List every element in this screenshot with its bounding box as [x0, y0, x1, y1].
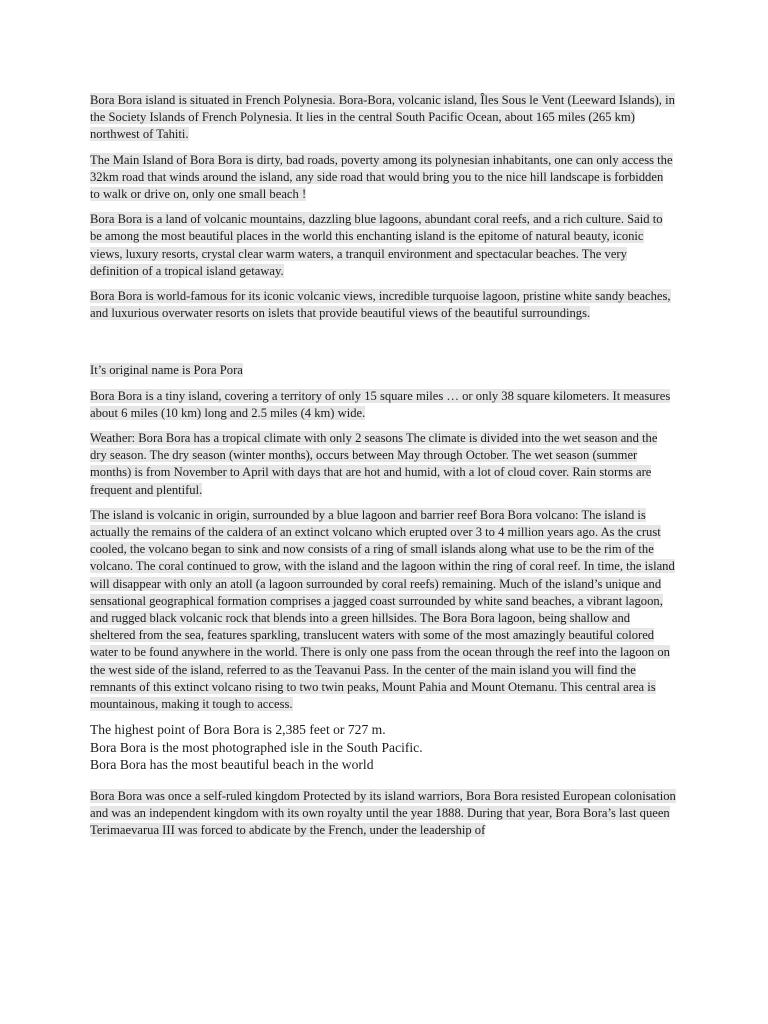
paragraph-size: Bora Bora is a tiny island, covering a territory of only 15 square miles … or only 38 square kilometers. It measures about 6 miles (10 km) long and 2.5 miles (4 km) wide. [90, 388, 671, 420]
paragraph-gap [90, 330, 676, 362]
paragraph-location: Bora Bora island is situated in French Polynesia. Bora-Bora, volcanic island, Îles Sous le Vent (Leeward Islands), in the Society Islands of French Polynesia. It lies in the central South Pacific Ocean, about 165 miles (265 km) northwest of Tahiti. [90, 93, 675, 142]
fact-beautiful-beach: Bora Bora has the most beautiful beach in the world [90, 757, 374, 773]
paragraph-kingdom-history: Bora Bora was once a self-ruled kingdom Protected by its island warriors, Bora Bora resisted European colonisation and was an independent kingdom with its own royalty until the year 1888. During that year, Bora Bora’s last queen Terimaevarua III was forced to abdicate by the French, under the leadership of [90, 788, 676, 837]
fact-most-photographed: Bora Bora is the most photographed isle in the South Pacific. [90, 739, 423, 755]
paragraph-land-description: Bora Bora is a land of volcanic mountains, dazzling blue lagoons, abundant coral reefs, and a rich culture. Said to be among the most beautiful places in the world this enchanting island is the epitome of natural beauty, iconic views, luxury resorts, crystal clear warm waters, a tranquil environment and spectacular beaches. The very definition of a tropical island getaway. [90, 212, 663, 278]
document-page [90, 92, 676, 847]
paragraph-original-name: It’s original name is Pora Pora [90, 363, 243, 378]
paragraph-weather: Weather: Bora Bora has a tropical climate with only 2 seasons The climate is divided into the wet season and the dry season. The dry season (winter months), occurs between May through October. The wet season (summer months) is from November to April with days that are hot and humid, with a lot of cloud cover. Rain storms are frequent and plentiful. [90, 431, 658, 497]
fact-highest-point: The highest point of Bora Bora is 2,385 feet or 727 m. [90, 722, 386, 738]
paragraph-volcanic-origin: The island is volcanic in origin, surrounded by a blue lagoon and barrier reef Bora Bora volcano: The island is actually the remains of the caldera of an extinct volcano which erupted over 3 to 4 million years ago. As the crust cooled, the volcano began to sink and now consists of a ring of small islands along what use to be the rim of the volcano. The coral continued to grow, with the island and the lagoon within the ring of coral reef. In time, the island will disappear with only an atoll (a lagoon surrounded by coral reefs) remaining. Much of the island’s unique and sensational geographical formation comprises a jagged coast surrounded by white sand beaches, a vibrant lagoon, and rugged black volcanic rock that blends into a green hillsides. The Bora Bora lagoon, being shallow and sheltered from the sea, features sparkling, translucent waters with some of the most amazingly beautiful colored water to be found anywhere in the world. There is only one pass from the ocean through the reef into the lagoon on the west side of the island, referred to as the Teavanui Pass. In the center of the main island you will find the remnants of this extinct volcano rising to two twin peaks, Mount Pahia and Mount Otemanu. This central area is mountainous, making it tough to access. [90, 507, 675, 712]
paragraph-main-island: The Main Island of Bora Bora is dirty, bad roads, poverty among its polynesian inhabitants, one can only access the 32km road that winds around the island, any side road that would bring you to the nice hill landscape is forbidden to walk or drive on, only one small beach ! [90, 152, 673, 202]
paragraph-world-famous: Bora Bora is world-famous for its iconic volcanic views, incredible turquoise lagoon, pristine white sandy beaches, and luxurious overwater resorts on islets that provide beautiful views of the beautiful surroundings. [90, 289, 671, 321]
